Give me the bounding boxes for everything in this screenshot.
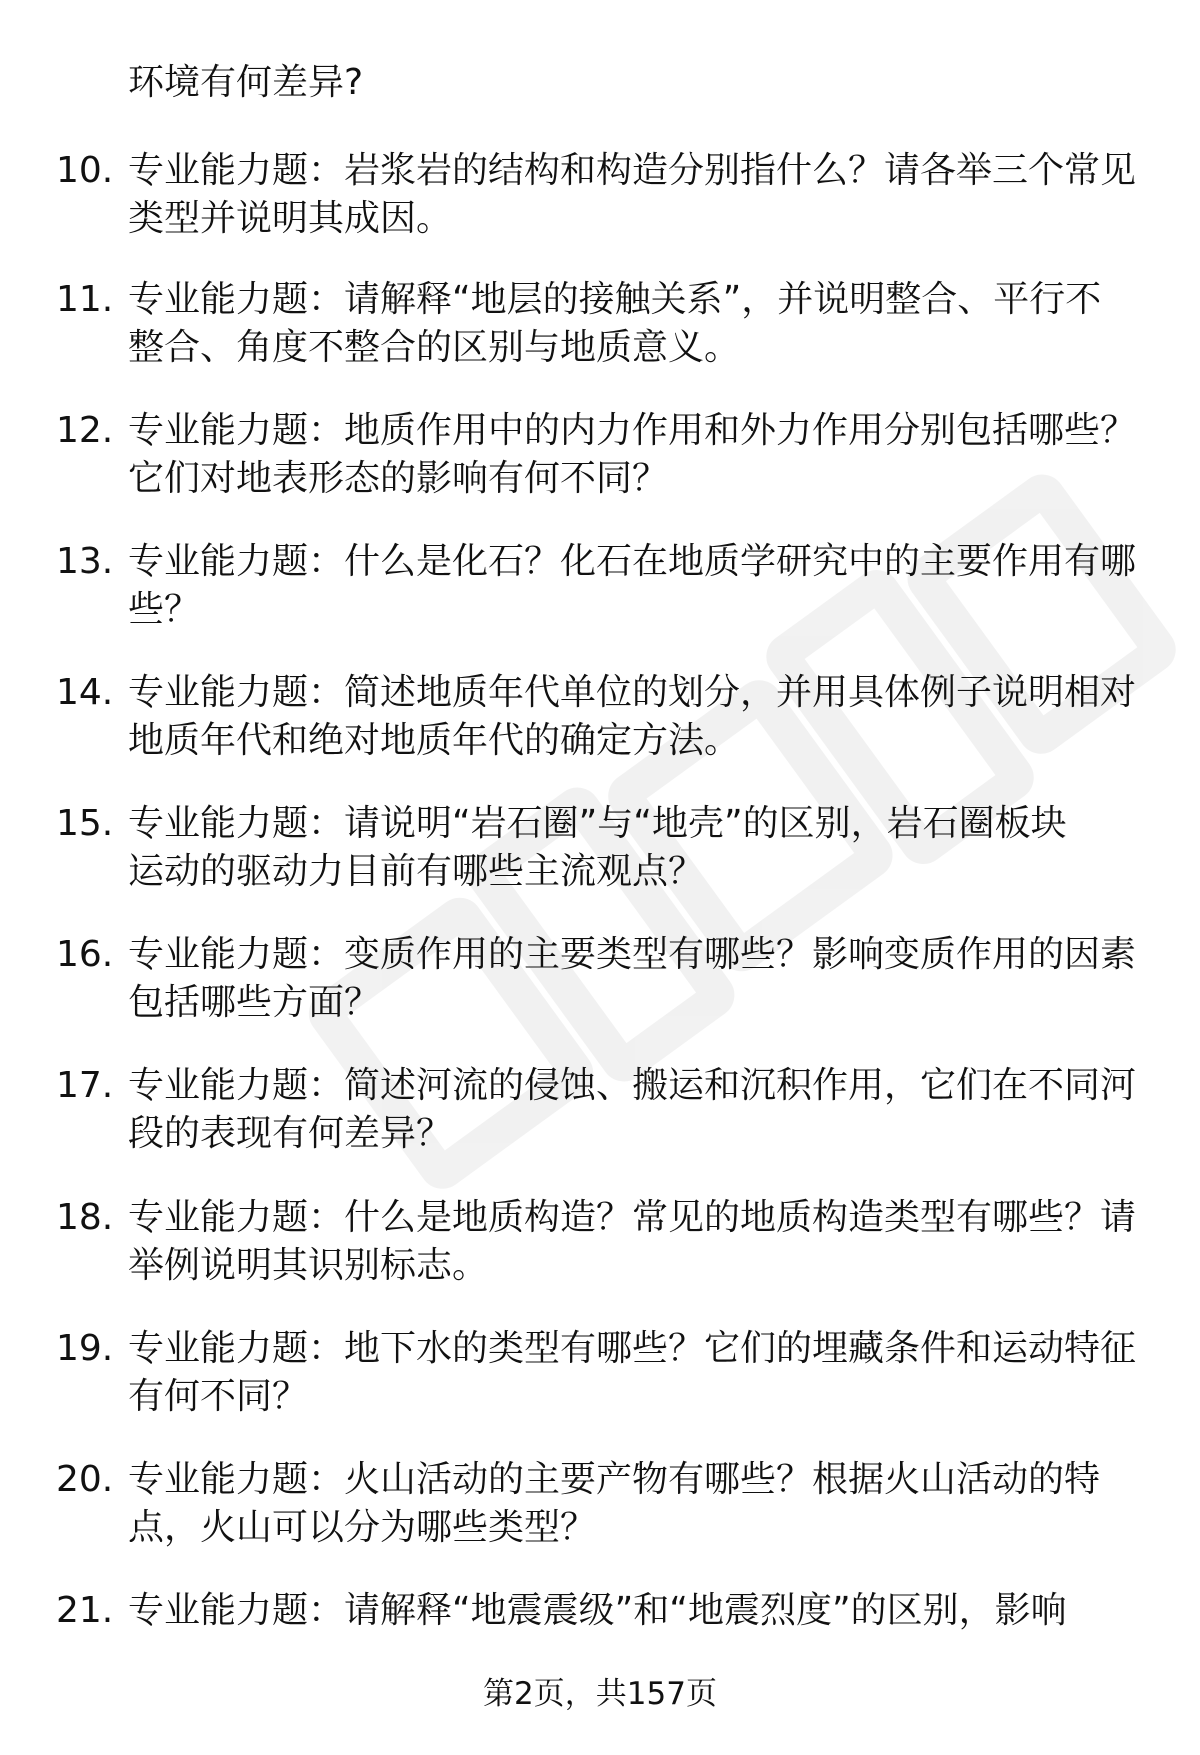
- question-text-line: 运动的驱动力目前有哪些主流观点？: [128, 851, 705, 892]
- question-text-line: 专业能力题：简述地质年代单位的划分，并用具体例子说明相对: [128, 672, 1137, 713]
- question-text-line: 类型并说明其成因。: [128, 198, 453, 239]
- question-number: 19.: [56, 1328, 114, 1369]
- question-text-line: 专业能力题：地质作用中的内力作用和外力作用分别包括哪些？: [128, 410, 1137, 451]
- question-number: 20.: [56, 1459, 114, 1500]
- question-number: 12.: [56, 410, 114, 451]
- question-text-line: 有何不同？: [128, 1376, 309, 1417]
- question-text-line: 整合、角度不整合的区别与地质意义。: [128, 327, 741, 368]
- question-number: 16.: [56, 934, 114, 975]
- question-text-line: 专业能力题：什么是地质构造？常见的地质构造类型有哪些？请: [128, 1197, 1137, 1238]
- question-text-line: 专业能力题：请说明“岩石圈”与“地壳”的区别，岩石圈板块: [128, 803, 1067, 844]
- question-text-line: 它们对地表形态的影响有何不同？: [128, 458, 669, 499]
- question-text-line: 举例说明其识别标志。: [128, 1245, 489, 1286]
- question-text-line: 专业能力题：请解释“地层的接触关系”，并说明整合、平行不: [128, 279, 1102, 320]
- question-number: 15.: [56, 803, 114, 844]
- question-text-line: 专业能力题：简述河流的侵蚀、搬运和沉积作用，它们在不同河: [128, 1065, 1137, 1106]
- question-number: 10.: [56, 150, 114, 191]
- question-text-line: 点，火山可以分为哪些类型？: [128, 1507, 597, 1548]
- page-indicator: 第2页，共157页: [483, 1676, 717, 1712]
- continuation-line: 环境有何差异?: [128, 62, 364, 103]
- question-number: 17.: [56, 1065, 114, 1106]
- question-number: 11.: [56, 279, 114, 320]
- question-text-line: 专业能力题：岩浆岩的结构和构造分别指什么？请各举三个常见: [128, 150, 1137, 191]
- question-text-line: 专业能力题：请解释“地震震级”和“地震烈度”的区别，影响: [128, 1590, 1067, 1631]
- question-number: 13.: [56, 541, 114, 582]
- question-text-line: 专业能力题：火山活动的主要产物有哪些？根据火山活动的特: [128, 1459, 1101, 1500]
- question-text-line: 专业能力题：变质作用的主要类型有哪些？影响变质作用的因素: [128, 934, 1137, 975]
- question-number: 14.: [56, 672, 114, 713]
- question-text-line: 专业能力题：什么是化石？化石在地质学研究中的主要作用有哪: [128, 541, 1137, 582]
- question-text-line: 些？: [128, 589, 201, 630]
- question-text-line: 段的表现有何差异？: [128, 1113, 453, 1154]
- question-number: 21.: [56, 1590, 114, 1631]
- question-text-line: 地质年代和绝对地质年代的确定方法。: [128, 720, 741, 761]
- question-number: 18.: [56, 1197, 114, 1238]
- question-text-line: 包括哪些方面？: [128, 982, 381, 1023]
- question-text-line: 专业能力题：地下水的类型有哪些？它们的埋藏条件和运动特征: [128, 1328, 1137, 1369]
